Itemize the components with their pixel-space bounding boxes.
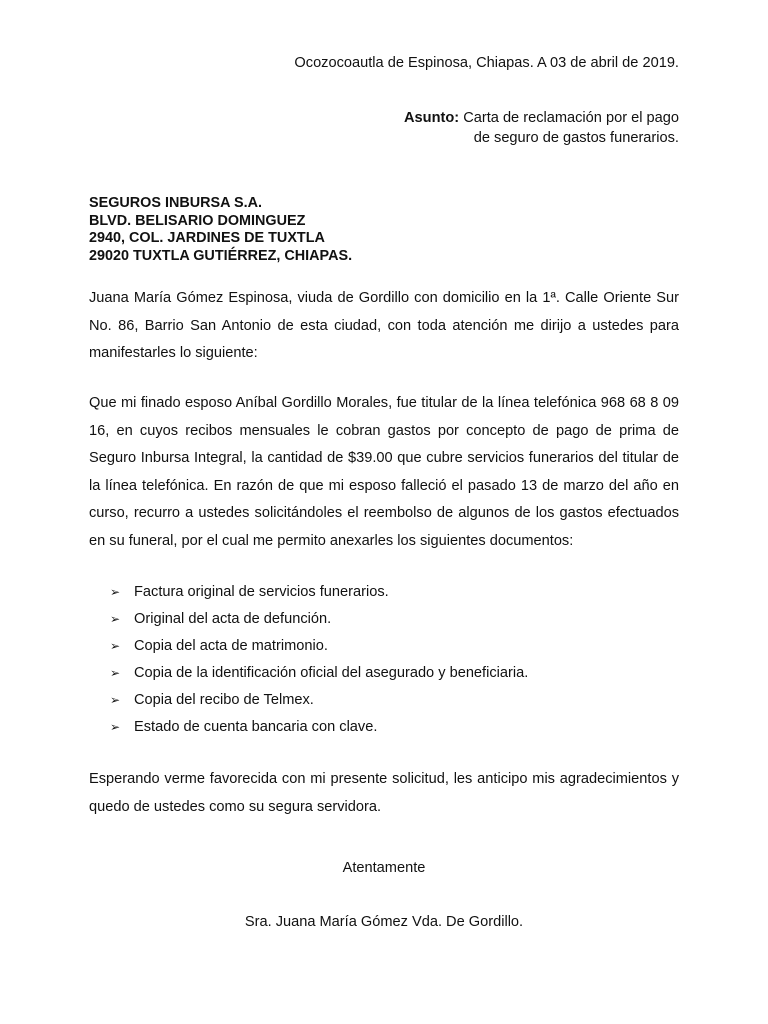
intro-paragraph: Juana María Gómez Espinosa, viuda de Gordillo con domicilio en la 1ª. Calle Oriente Sur No. 86, Barrio San Antonio de esta ciudad, con toda atención me dirijo a ustedes para manifestarles lo siguiente:	[89, 290, 679, 361]
list-item	[110, 714, 528, 741]
recipient-line: 29020 TUXTLA GUTIÉRREZ, CHIAPAS.	[89, 247, 353, 264]
subject-label: Asunto:	[404, 110, 460, 126]
arrow-bullet-icon: ➢	[110, 639, 121, 653]
subject-block	[404, 108, 679, 148]
list-item-text: Copia del recibo de Telmex.	[134, 692, 314, 708]
subject-text-1: Carta de reclamación por el pago	[463, 110, 679, 126]
closing-salutation: Atentamente	[342, 860, 426, 876]
documents-list	[110, 579, 528, 741]
list-item	[110, 579, 528, 606]
list-item	[110, 660, 528, 687]
list-item-text: Factura original de servicios funerarios.	[134, 584, 389, 600]
list-item	[110, 633, 528, 660]
claim-paragraph: Que mi finado esposo Aníbal Gordillo Morales, fue titular de la línea telefónica 968 68 8 09 16, en cuyos recibos mensuales le cobran gastos por concepto de pago de prima de Seguro Inbursa Integral, la cantidad de $39.00 que cubre servicios funerarios del titular de la línea telefónica. En razón de que mi esposo falleció el pasado 13 de marzo del año en curso, recurro a ustedes solicitándoles el reembolso de algunos de los gastos efectuados en su funeral, por el cual me permito anexarles los siguientes documentos:	[89, 395, 679, 549]
subject-text-2: de seguro de gastos funerarios.	[473, 130, 679, 146]
closing-paragraph: Esperando verme favorecida con mi presente solicitud, les anticipo mis agradecimientos y quedo de ustedes como su segura servidora.	[89, 771, 679, 815]
arrow-bullet-icon: ➢	[110, 666, 121, 680]
arrow-bullet-icon: ➢	[110, 720, 121, 734]
arrow-bullet-icon: ➢	[110, 612, 121, 626]
date-line: Ocozocoautla de Espinosa, Chiapas. A 03 de abril de 2019.	[294, 55, 679, 71]
subject-line-1	[404, 108, 679, 128]
list-item-text: Copia del acta de matrimonio.	[134, 638, 328, 654]
list-item	[110, 606, 528, 633]
list-item-text: Original del acta de defunción.	[134, 611, 332, 627]
recipient-line: 2940, COL. JARDINES DE TUXTLA	[89, 230, 325, 246]
list-item-text: Estado de cuenta bancaria con clave.	[134, 719, 378, 735]
arrow-bullet-icon: ➢	[110, 693, 121, 707]
recipient-line: SEGUROS INBURSA S.A.	[89, 195, 262, 211]
list-item	[110, 687, 528, 714]
recipient-line: BLVD. BELISARIO DOMINGUEZ	[89, 212, 306, 229]
list-item-text: Copia de la identificación oficial del asegurado y beneficiaria.	[134, 665, 529, 681]
arrow-bullet-icon: ➢	[110, 585, 121, 599]
recipient-address	[89, 195, 352, 265]
signature-name: Sra. Juana María Gómez Vda. De Gordillo.	[244, 914, 524, 930]
